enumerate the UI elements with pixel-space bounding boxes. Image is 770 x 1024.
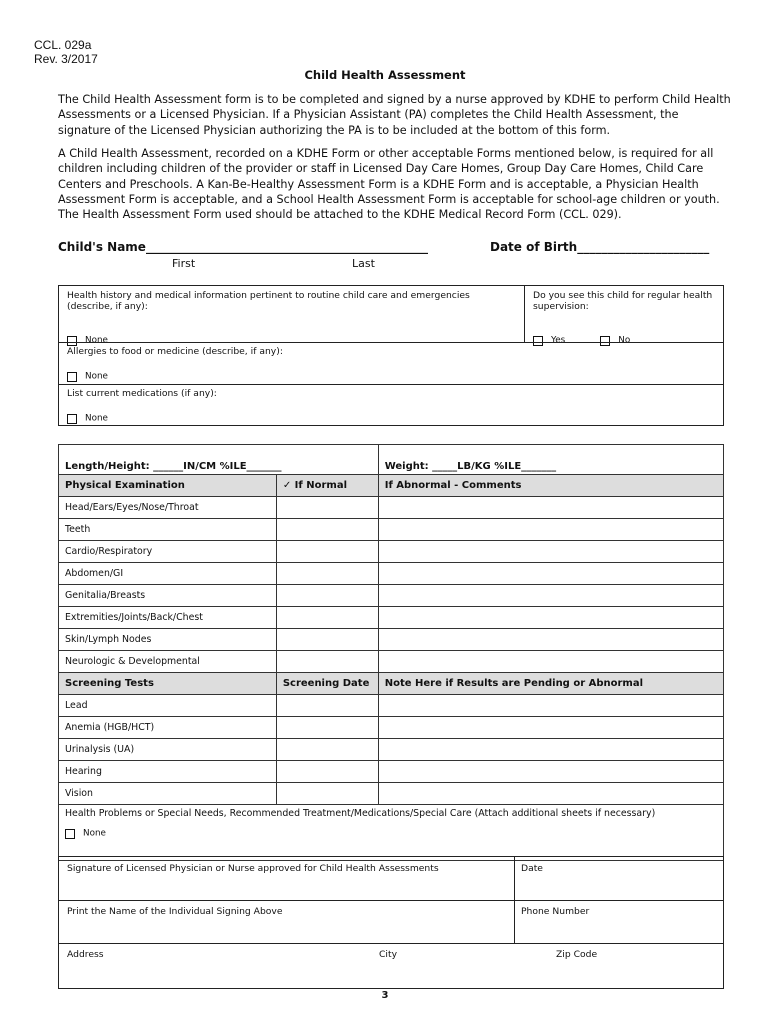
normal-cell[interactable] <box>276 651 378 673</box>
first-name-caption: First <box>172 257 196 270</box>
normal-cell[interactable] <box>276 497 378 519</box>
screening-header-row <box>59 673 724 695</box>
table-row <box>59 783 724 805</box>
normal-cell[interactable] <box>276 519 378 541</box>
table-row <box>59 541 724 563</box>
signature-box <box>58 856 724 989</box>
form-header <box>34 38 98 66</box>
table-row <box>59 629 724 651</box>
phone-label: Phone Number <box>521 906 590 917</box>
signature-label: Signature of Licensed Physician or Nurse approved for Child Health Assessments <box>67 863 439 874</box>
length-height-field[interactable]: Length/Height: ______IN/CM %ILE_______ <box>59 445 379 475</box>
history-cell <box>59 286 525 346</box>
city-label: City <box>379 949 398 960</box>
comment-cell[interactable] <box>378 651 723 673</box>
date-of-birth-field[interactable]: Date of Birth______________________ <box>490 240 710 254</box>
normal-cell[interactable] <box>276 607 378 629</box>
weight-field[interactable]: Weight: _____LB/KG %ILE_______ <box>378 445 723 475</box>
health-history-box <box>58 285 724 426</box>
zip-label: Zip Code <box>556 949 598 960</box>
date-cell[interactable] <box>276 783 378 805</box>
page-number: 3 <box>381 990 389 1001</box>
date-cell[interactable] <box>276 739 378 761</box>
medications-cell <box>59 384 723 426</box>
problems-none-checkbox[interactable] <box>65 829 75 839</box>
signature-field[interactable] <box>59 857 515 900</box>
exam-item: Extremities/Joints/Back/Chest <box>59 607 277 629</box>
problems-label: Health Problems or Special Needs, Recommended Treatment/Medications/Special Care (Attach additional sheets if necessary) <box>65 808 656 819</box>
screening-item: Hearing <box>59 761 277 783</box>
medications-label: List current medications (if any): <box>67 388 217 399</box>
comment-cell[interactable] <box>378 607 723 629</box>
screening-header-tests: Screening Tests <box>59 673 277 695</box>
comment-cell[interactable] <box>378 563 723 585</box>
name-row <box>58 240 728 254</box>
normal-cell[interactable] <box>276 541 378 563</box>
table-row <box>59 739 724 761</box>
signature-date-label: Date <box>521 863 543 874</box>
comment-cell[interactable] <box>378 585 723 607</box>
screening-item: Anemia (HGB/HCT) <box>59 717 277 739</box>
medications-none-checkbox[interactable] <box>67 414 77 424</box>
normal-cell[interactable] <box>276 629 378 651</box>
last-name-caption: Last <box>352 257 375 270</box>
allergies-none-label: None <box>85 371 108 382</box>
note-cell[interactable] <box>378 783 723 805</box>
exam-header-normal: ✓ If Normal <box>276 475 378 497</box>
table-row <box>59 761 724 783</box>
problems-none-label: None <box>83 828 106 839</box>
date-cell[interactable] <box>276 695 378 717</box>
supervision-yes-label: Yes <box>551 335 566 346</box>
date-cell[interactable] <box>276 761 378 783</box>
address-label: Address <box>67 949 104 960</box>
table-row <box>59 585 724 607</box>
exam-item: Teeth <box>59 519 277 541</box>
history-none-label: None <box>85 335 108 346</box>
exam-header-comments: If Abnormal - Comments <box>378 475 723 497</box>
exam-table <box>58 444 724 861</box>
allergies-cell <box>59 342 723 384</box>
normal-cell[interactable] <box>276 563 378 585</box>
print-name-field[interactable] <box>59 900 515 943</box>
form-title: Child Health Assessment <box>304 68 466 82</box>
comment-cell[interactable] <box>378 541 723 563</box>
note-cell[interactable] <box>378 761 723 783</box>
date-cell[interactable] <box>276 717 378 739</box>
exam-item: Neurologic & Developmental <box>59 651 277 673</box>
exam-item: Abdomen/GI <box>59 563 277 585</box>
print-name-label: Print the Name of the Individual Signing Above <box>67 906 283 917</box>
note-cell[interactable] <box>378 739 723 761</box>
table-row <box>59 519 724 541</box>
intro-paragraph-1: The Child Health Assessment form is to be completed and signed by a nurse approved by KDHE to perform Child Health Assessments or a Licensed Physician. If a Physician Assistant (PA) completes the Child Health Assessment, the signature of the Licensed Physician authorizing the PA is to be included at the bottom of this form. <box>58 93 731 137</box>
screening-header-notes: Note Here if Results are Pending or Abnormal <box>378 673 723 695</box>
allergies-none-checkbox[interactable] <box>67 372 77 382</box>
child-name-field[interactable]: Child's Name_______________________________________________ <box>58 240 428 254</box>
exam-item: Genitalia/Breasts <box>59 585 277 607</box>
measurements-row <box>59 445 724 475</box>
screening-item: Vision <box>59 783 277 805</box>
exam-item: Cardio/Respiratory <box>59 541 277 563</box>
note-cell[interactable] <box>378 695 723 717</box>
problems-row <box>59 805 724 861</box>
address-field[interactable] <box>59 943 723 988</box>
screening-header-date: Screening Date <box>276 673 378 695</box>
table-row <box>59 717 724 739</box>
exam-header-row <box>59 475 724 497</box>
exam-item: Skin/Lymph Nodes <box>59 629 277 651</box>
table-row <box>59 607 724 629</box>
regular-supervision-question: Do you see this child for regular health supervision: <box>533 290 713 312</box>
table-row <box>59 497 724 519</box>
allergies-label: Allergies to food or medicine (describe, if any): <box>67 346 283 357</box>
table-row <box>59 695 724 717</box>
signature-date-field[interactable] <box>515 857 723 900</box>
medications-none-label: None <box>85 413 108 424</box>
table-row <box>59 563 724 585</box>
comment-cell[interactable] <box>378 519 723 541</box>
normal-cell[interactable] <box>276 585 378 607</box>
screening-item: Lead <box>59 695 277 717</box>
table-row <box>59 651 724 673</box>
screening-item: Urinalysis (UA) <box>59 739 277 761</box>
exam-header-physical: Physical Examination <box>59 475 277 497</box>
comment-cell[interactable] <box>378 497 723 519</box>
comment-cell[interactable] <box>378 629 723 651</box>
exam-item: Head/Ears/Eyes/Nose/Throat <box>59 497 277 519</box>
form-id: CCL. 029a <box>34 38 92 52</box>
intro-paragraph-2: A Child Health Assessment, recorded on a KDHE Form or other acceptable Forms mentioned below, is required for all children including children of the provider or staff in Licensed Day Care Homes, Group Day Care Homes, Child Care Centers and Preschools. A Kan-Be-Healthy Assessment Form is a KDHE Form and is acceptable, a Physician Health Assessment Form is acceptable, and a School Health Assessment Form is acceptable for school-age children or youth. The Health Assessment Form used should be attached to the KDHE Medical Record Form (CCL. 029). <box>58 147 720 222</box>
phone-field[interactable] <box>515 900 723 943</box>
history-label: Health history and medical information pertinent to routine child care and emergencies (describe, if any): <box>67 290 470 312</box>
regular-supervision-cell <box>525 286 723 346</box>
supervision-no-label: No <box>618 335 631 346</box>
note-cell[interactable] <box>378 717 723 739</box>
revision-date: Rev. 3/2017 <box>34 52 98 66</box>
